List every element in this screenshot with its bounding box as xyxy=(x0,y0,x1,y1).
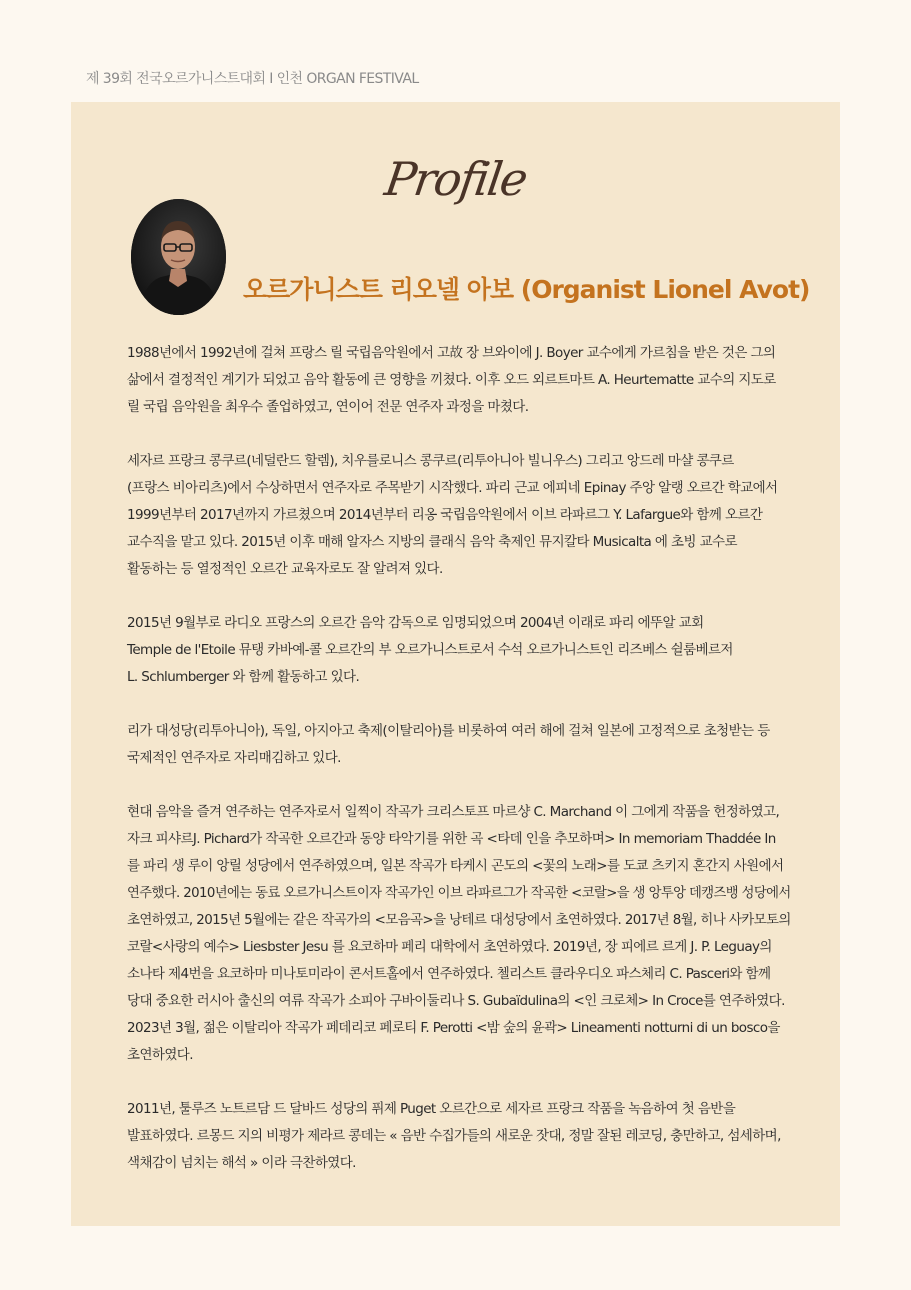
bio-line: 릴 국립 음악원을 최우수 졸업하였고, 연이어 전문 연주자 과정을 마쳤다. xyxy=(127,399,529,415)
profile-panel xyxy=(71,102,840,1226)
festival-header: 제 39회 전국오르가니스트대회 I 인천 ORGAN FESTIVAL xyxy=(86,71,419,87)
bio-paragraph xyxy=(127,448,791,583)
bio-line: 발표하였다. 르몽드 지의 비평가 제라르 콩데는 « 음반 수집가들의 새로운 잣대, 정말 잘된 레코딩, 충만하고, 섬세하며, xyxy=(127,1128,781,1144)
bio-line: 초연하였고, 2015년 5월에는 같은 작곡가의 <모음곡>을 낭테르 대성당에서 초연하였다. 2017년 8월, 히나 사카모토의 xyxy=(127,912,791,928)
bio-line: 삶에서 결정적인 계기가 되었고 음악 활동에 큰 영향을 끼쳤다. 이후 오드 외르트마트 A. Heurtematte 교수의 지도로 xyxy=(127,372,776,388)
bio-line: Temple de l'Etoile 뮤탱 카바예-콜 오르간의 부 오르가니스트로서 수석 오르가니스트인 리즈베스 쉴룸베르저 xyxy=(127,642,733,658)
bio-line: 리가 대성당(리투아니아), 독일, 아지아고 축제(이탈리아)를 비롯하여 여러 해에 걸쳐 일본에 고정적으로 초청받는 등 xyxy=(127,723,770,739)
bio-line: 색채감이 넘치는 해석 » 이라 극찬하였다. xyxy=(127,1155,356,1171)
bio-line: 자크 피샤르J. Pichard가 작곡한 오르간과 동양 타악기를 위한 곡 <타데 인을 추모하며> In memoriam Thaddée In xyxy=(127,831,776,847)
bio-line: 2015년 9월부로 라디오 프랑스의 오르간 음악 감독으로 임명되었으며 2004년 이래로 파리 에뚜알 교회 xyxy=(127,615,704,631)
bio-line: 초연하였다. xyxy=(127,1047,193,1063)
organist-name-title: 오르가니스트 리오넬 아보 (Organist Lionel Avot) xyxy=(243,275,810,304)
portrait-image xyxy=(131,199,226,315)
bio-line: 연주했다. 2010년에는 동료 오르가니스트이자 작곡가인 이브 라파르그가 작곡한 <코랄>을 생 앙투앙 데캥즈뱅 성당에서 xyxy=(127,885,791,901)
bio-line: 1988년에서 1992년에 걸쳐 프랑스 릴 국립음악원에서 고故 장 브와이에 J. Boyer 교수에게 가르침을 받은 것은 그의 xyxy=(127,345,776,361)
profile-script-title: Profile xyxy=(381,152,530,206)
bio-line: 국제적인 연주자로 자리매김하고 있다. xyxy=(127,750,341,766)
bio-line: 2023년 3월, 젊은 이탈리아 작곡가 페데리코 페로티 F. Perotti <밤 숲의 윤곽> Lineamenti notturni di un bosco을 xyxy=(127,1020,780,1036)
bio-paragraph xyxy=(127,799,791,1069)
bio-line: L. Schlumberger 와 함께 활동하고 있다. xyxy=(127,669,360,685)
bio-paragraph xyxy=(127,610,791,691)
bio-line: 현대 음악을 즐겨 연주하는 연주자로서 일찍이 작곡가 크리스토프 마르샹 C. Marchand 이 그에게 작품을 헌정하였고, xyxy=(127,804,780,820)
bio-line: 교수직을 맡고 있다. 2015년 이후 매해 알자스 지방의 클래식 음악 축제인 뮤지칼타 Musicalta 에 초빙 교수로 xyxy=(127,534,737,550)
bio-line: 코랄<사랑의 예수> Liesbster Jesu 를 요코하마 페리 대학에서 초연하였다. 2019년, 장 피에르 르게 J. P. Leguay의 xyxy=(127,939,772,955)
bio-line: 소나타 제4번을 요코하마 미나토미라이 콘서트홀에서 연주하였다. 첼리스트 클라우디오 파스체리 C. Pasceri와 함께 xyxy=(127,966,771,982)
bio-paragraph xyxy=(127,340,791,421)
biography xyxy=(127,340,791,1204)
bio-paragraph xyxy=(127,718,791,772)
bio-line: 를 파리 생 루이 앙릴 성당에서 연주하였으며, 일본 작곡가 타케시 곤도의 <꽃의 노래>를 도쿄 츠키지 혼간지 사원에서 xyxy=(127,858,784,874)
bio-line: 활동하는 등 열정적인 오르간 교육자로도 잘 알려져 있다. xyxy=(127,561,443,577)
bio-line: 1999년부터 2017년까지 가르쳤으며 2014년부터 리옹 국립음악원에서 이브 라파르그 Y. Lafargue와 함께 오르간 xyxy=(127,507,763,523)
bio-line: (프랑스 비아리츠)에서 수상하면서 연주자로 주목받기 시작했다. 파리 근교 에피네 Epinay 주앙 알랭 오르간 학교에서 xyxy=(127,480,778,496)
avatar xyxy=(131,199,226,315)
bio-line: 세자르 프랑크 콩쿠르(네덜란드 할렘), 치우를로니스 콩쿠르(리투아니아 빌니우스) 그리고 앙드레 마샬 콩쿠르 xyxy=(127,453,734,469)
bio-line: 2011년, 툴루즈 노트르담 드 달바드 성당의 퓌제 Puget 오르간으로 세자르 프랑크 작품을 녹음하여 첫 음반을 xyxy=(127,1101,736,1117)
bio-paragraph xyxy=(127,1096,791,1177)
bio-line: 당대 중요한 러시아 출신의 여류 작곡가 소피아 구바이둘리나 S. Gubaïdulina의 <인 크로체> In Croce를 연주하였다. xyxy=(127,993,785,1009)
